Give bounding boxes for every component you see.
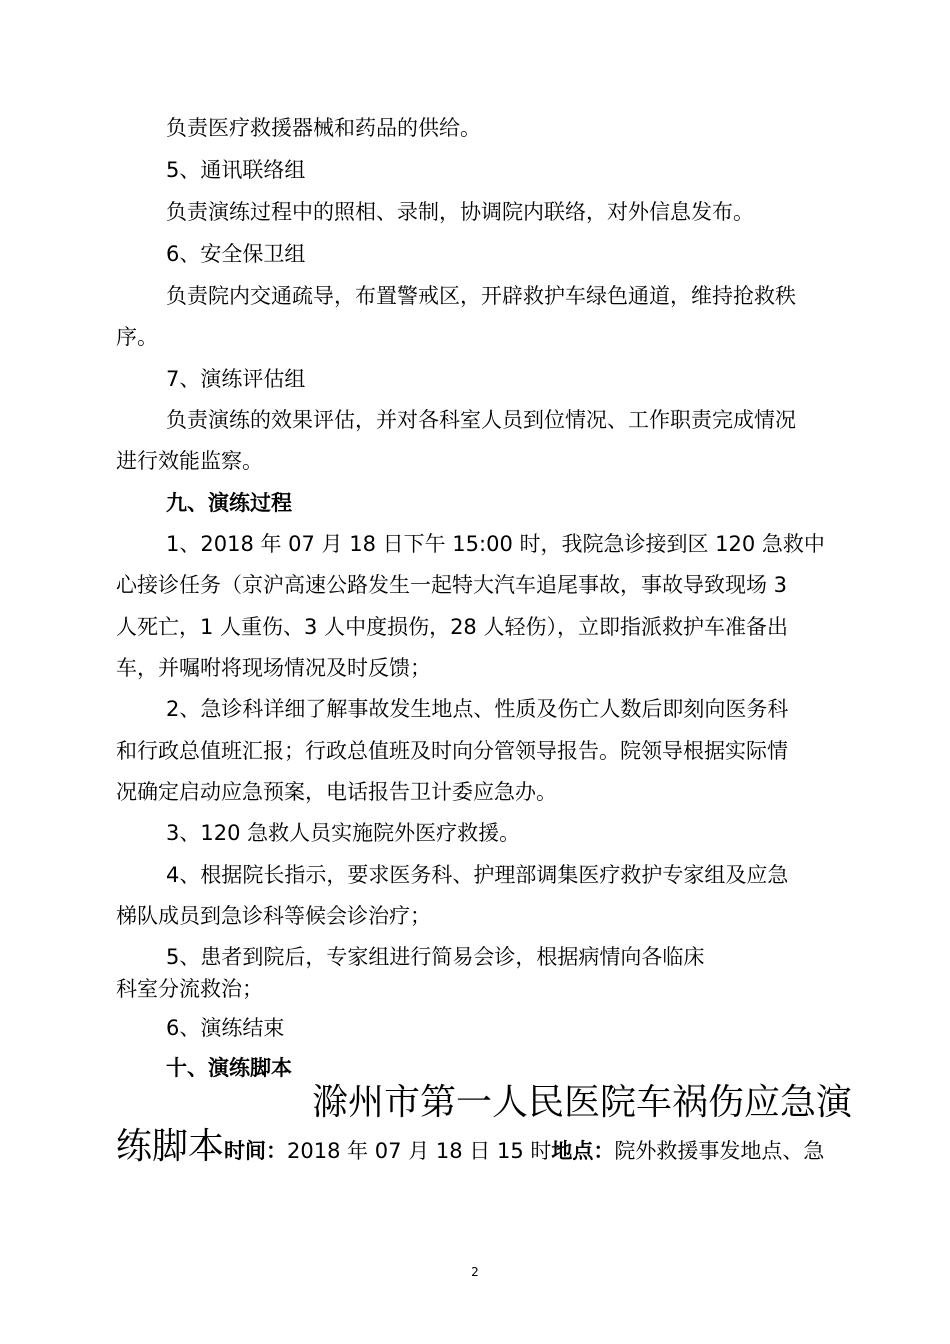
paragraph-line: 序。 <box>116 325 158 349</box>
chapter-heading: 九、演练过程 <box>166 491 292 515</box>
section-heading: 7、演练评估组 <box>166 367 306 391</box>
time-label: 时间： <box>224 1139 288 1163</box>
paragraph-line: 进行效能监察。 <box>116 449 263 473</box>
script-title-line-2-row <box>116 1126 824 1172</box>
paragraph-line: 5、患者到院后，专家组进行简易会诊，根据病情向各临床 <box>166 945 705 969</box>
place-value: 院外救援事发地点、急 <box>614 1139 825 1163</box>
paragraph-line: 人死亡，1 人重伤、3 人中度损伤，28 人轻伤），立即指派救护车准备出 <box>116 615 788 639</box>
place-label: 地点： <box>551 1139 615 1163</box>
paragraph-line: 负责演练的效果评估，并对各科室人员到位情况、工作职责完成情况 <box>166 408 796 432</box>
paragraph-line: 负责院内交通疏导，布置警戒区，开辟救护车绿色通道，维持抢救秩 <box>166 284 796 308</box>
section-heading: 6、安全保卫组 <box>166 242 306 266</box>
paragraph-line: 2、急诊科详细了解事故发生地点、性质及伤亡人数后即刻向医务科 <box>166 697 789 721</box>
script-title-line-2: 练脚本 <box>116 1126 225 1167</box>
paragraph-line: 负责演练过程中的照相、录制，协调院内联络，对外信息发布。 <box>166 200 754 224</box>
script-title-line-1: 滁州市第一人民医院车祸伤应急演 <box>312 1082 853 1123</box>
paragraph-line: 况确定启动应急预案，电话报告卫计委应急办。 <box>116 780 557 804</box>
section-heading: 5、通讯联络组 <box>166 158 306 182</box>
paragraph-line: 4、根据院长指示，要求医务科、护理部调集医疗救护专家组及应急 <box>166 863 789 887</box>
paragraph-line: 1、2018 年 07 月 18 日下午 15:00 时，我院急诊接到区 120 急救中 <box>166 532 825 556</box>
paragraph-line: 车，并嘱咐将现场情况及时反馈； <box>116 656 431 680</box>
time-value: 2018 年 07 月 18 日 15 时 <box>287 1139 552 1163</box>
page-number: 2 <box>471 1265 479 1279</box>
paragraph-line: 梯队成员到急诊科等候会诊治疗； <box>116 904 431 928</box>
paragraph-line: 负责医疗救援器械和药品的供给。 <box>166 116 481 140</box>
paragraph-line: 和行政总值班汇报；行政总值班及时向分管领导报告。院领导根据实际情 <box>116 739 788 763</box>
paragraph-line: 3、120 急救人员实施院外医疗救援。 <box>166 821 521 845</box>
chapter-heading: 十、演练脚本 <box>166 1056 292 1080</box>
paragraph-line: 心接诊任务（京沪高速公路发生一起特大汽车追尾事故，事故导致现场 3 <box>116 573 788 597</box>
paragraph-line: 6、演练结束 <box>166 1016 285 1040</box>
paragraph-line: 科室分流救治； <box>116 977 263 1001</box>
